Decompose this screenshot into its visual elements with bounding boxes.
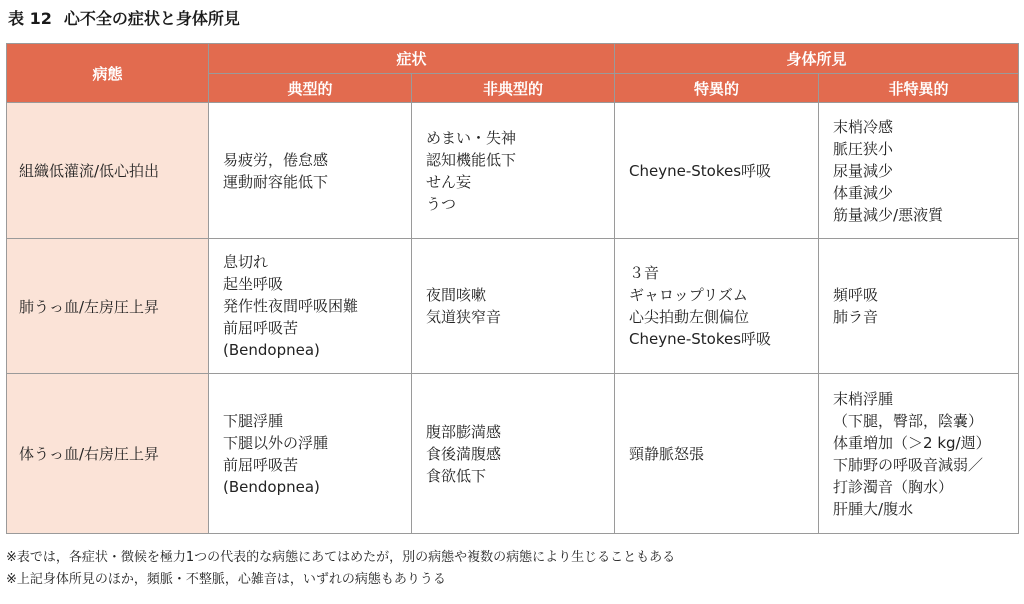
list-item: 気道狭窄音 [426,308,502,326]
row-label: 組織低灌流/低心拍出 [7,103,209,239]
cell-specific [615,103,819,239]
list-item: (Bendopnea) [223,477,320,496]
list-item: 体重減少 [833,183,894,202]
list-item: 食欲低下 [426,466,487,485]
list-item: 下腿以外の浮腫 [223,433,329,452]
list-item: 下肺野の呼吸音減弱／ [833,455,984,474]
list-item: 尿量減少 [833,161,894,180]
list-item: 末梢冷感 [833,117,894,136]
list-item: 肺ラ音 [833,308,879,326]
header-physical-findings: 身体所見 [615,44,1019,74]
table-row [7,374,1019,534]
cell-atypical [412,374,615,534]
cell-specific [615,374,819,534]
list-item: 頻呼吸 [833,286,879,304]
header-specific: 特異的 [615,74,819,103]
list-item: 腹部膨満感 [426,422,502,441]
footnote: ※表では，各症状・徴候を極力1つの代表的な病態にあてはめたが，別の病態や複数の病態により生じることもある [6,550,676,565]
list-item: 運動耐容能低下 [223,172,329,191]
list-item: 夜間咳嗽 [426,286,487,304]
cell-typical [209,239,412,374]
cell-atypical [412,239,615,374]
list-item: 脈圧狭小 [833,139,894,158]
list-item: 打診濁音（胸水） [833,477,954,496]
list-item: Cheyne-Stokes呼吸 [629,161,772,180]
symptoms-findings-table [6,43,1019,534]
footnotes [6,547,675,591]
list-item: Cheyne-Stokes呼吸 [629,330,772,348]
table-caption [8,6,240,29]
list-item: めまい・失神 [426,128,517,147]
cell-nonspecific [819,103,1019,239]
row-label: 体うっ血/右房圧上昇 [7,374,209,534]
list-item: 発作性夜間呼吸困難 [223,297,359,315]
list-item: うつ [426,194,457,213]
cell-typical [209,374,412,534]
list-item: せん妄 [426,172,472,191]
list-item: 筋量減少/悪液質 [833,205,944,224]
header-symptoms: 症状 [209,44,615,74]
list-item: (Bendopnea) [223,341,320,359]
table-row [7,103,1019,239]
cell-specific [615,239,819,374]
header-condition: 病態 [7,44,209,103]
row-label: 肺うっ血/左房圧上昇 [7,239,209,374]
list-item: 心尖拍動左側偏位 [629,308,750,326]
list-item: 認知機能低下 [426,150,517,169]
header-nonspecific: 非特異的 [819,74,1019,103]
footnote: ※上記身体所見のほか，頻脈・不整脈，心雑音は，いずれの病態もありうる [6,572,446,587]
list-item: 易疲労，倦怠感 [223,150,329,169]
cell-nonspecific [819,374,1019,534]
list-item: 下腿浮腫 [223,411,284,430]
header-typical: 典型的 [209,74,412,103]
table-row [7,239,1019,374]
list-item: 息切れ [223,253,269,271]
header-atypical: 非典型的 [412,74,615,103]
cell-atypical [412,103,615,239]
table-number: 表 12 [8,9,52,28]
list-item: ギャロップリズム [629,286,748,304]
list-item: 頸静脈怒張 [629,444,705,463]
list-item: ３音 [629,264,660,282]
cell-nonspecific [819,239,1019,374]
list-item: 肝腫大/腹水 [833,499,914,518]
list-item: 起坐呼吸 [223,275,284,293]
list-item: 体重増加（＞2 kg/週） [833,433,991,452]
table-title: 心不全の症状と身体所見 [63,9,240,28]
cell-typical [209,103,412,239]
list-item: 食後満腹感 [426,444,502,463]
list-item: 末梢浮腫 [833,389,894,408]
list-item: （下腿，臀部，陰嚢） [833,411,984,430]
list-item: 前屈呼吸苦 [223,319,299,337]
list-item: 前屈呼吸苦 [223,455,299,474]
